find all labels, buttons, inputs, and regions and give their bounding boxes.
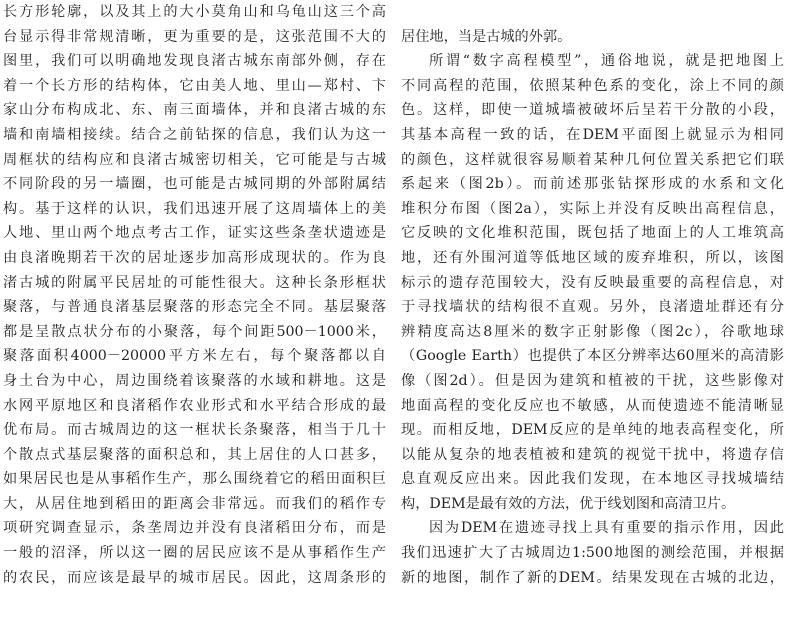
text-line: 渚古城的附属平民居址的可能性很大。这种长条形框状 — [3, 274, 386, 291]
text-line: 由良渚晚期若干次的居址逐步加高形成现状的。作为良 — [3, 249, 386, 266]
text-line: 辨精度高达8厘米的数字正射影像（图2c），谷歌地球 — [401, 323, 784, 340]
text-line: 聚落，与普通良渚基层聚落的形态完全不同。基层聚落 — [3, 299, 386, 316]
text-line: 其基本高程一致的话，在DEM平面图上就显示为相同 — [401, 126, 784, 143]
blank-line — [401, 0, 784, 25]
paragraph-end-line: 构，DEM是最有效的方法，优于线划图和高清卫片。 — [401, 495, 736, 512]
text-line: 都是呈散点状分布的小聚落，每个间距500－1000米， — [3, 323, 386, 340]
text-line: 大，从居住地到稻田的距离会非常远。而我们的稻作专 — [3, 495, 386, 512]
text-line: 地，还有外围河道等低地区域的废弃堆积，所以，该图 — [401, 249, 784, 266]
text-line: 息直观反应出来。因此我们发现，在本地区寻找城墙结 — [401, 471, 784, 488]
text-line: 现。而相反地，DEM反应的是单纯的地表高程变化，所 — [401, 422, 784, 439]
text-line: 周框状的结构应和良渚古城密切相关，它可能是与古城 — [3, 151, 386, 168]
paragraph-start-line: 因为DEM在遗迹寻找上具有重要的指示作用，因此 — [429, 520, 784, 537]
text-line: 不同阶段的另一墙圈，也可能是古城同期的外部附属结 — [3, 176, 386, 193]
text-line: 如果居民也是从事稻作生产，那么围绕着它的稻田面积巨 — [3, 471, 386, 488]
text-line: （Google Earth）也提供了本区分辨率达60厘米的高清影 — [401, 348, 784, 365]
paragraph-start-line: 所谓“数字高程模型”，通俗地说，就是把地图上 — [429, 53, 784, 70]
text-line: 以能从复杂的地表植被和建筑的视觉干扰中，将遗存信 — [401, 446, 784, 463]
text-line: 项研究调查显示，条垄周边并没有良渚稻田分布，而是 — [3, 520, 386, 537]
text-line: 长方形轮廓，以及其上的大小莫角山和乌龟山这三个高 — [3, 4, 386, 20]
text-line: 不同高程的范围，依照某种色系的变化，涂上不同的颜 — [401, 77, 784, 94]
text-line: 家山分布构成北、东、南三面墙体，并和良渚古城的东 — [3, 102, 386, 119]
text-line: 于寻找墙状的结构很不直观。另外，良渚遗址群还有分 — [401, 299, 784, 316]
text-line: 像（图2d）。但是因为建筑和植被的干扰，这些影像对 — [401, 372, 784, 389]
text-line: 优布局。而古城周边的这一框状长条聚落，相当于几十 — [3, 422, 386, 439]
text-line: 的颜色，这样就很容易顺着某种几何位置关系把它们联 — [401, 151, 784, 168]
text-line: 新的地图，制作了新的DEM。结果发现在古城的北边， — [401, 569, 784, 586]
text-line: 构。基于这样的认识，我们迅速开展了这周墙体上的美 — [3, 200, 386, 217]
text-line: 台显示得非常规清晰，更为重要的是，这张范围不大的 — [3, 28, 386, 45]
text-line: 图里，我们可以明确地发现良渚古城东南部外侧，存在 — [3, 53, 386, 70]
text-line: 居住地，当是古城的外郭。 — [401, 28, 572, 45]
text-line: 个散点式基层聚落的面积总和，其上居住的人口甚多， — [3, 446, 386, 463]
text-line: 的农民，而应该是最早的城市居民。因此，这周条形的 — [3, 569, 386, 586]
text-line: 墙和南墙相接续。结合之前钻探的信息，我们认为这一 — [3, 126, 386, 143]
text-line: 地面高程的变化反应也不敏感，从而使遗迹不能清晰显 — [401, 397, 784, 414]
text-line: 水网平原地区和良渚稻作农业形式和水平结合形成的最 — [3, 397, 386, 414]
text-line: 标示的遗存范围较大，没有反映最重要的高程信息，对 — [401, 274, 784, 291]
text-line: 色。这样，即使一道城墙被破坏后呈若干分散的小段， — [401, 102, 784, 119]
text-line: 一般的沼泽，所以这一圈的居民应该不是从事稻作生产 — [3, 545, 386, 562]
text-line: 身土台为中心，周边围绕着该聚落的水域和耕地。这是 — [3, 372, 386, 389]
text-line: 我们迅速扩大了古城周边1:500地图的测绘范围，并根据 — [401, 545, 784, 562]
text-line: 系起来（图2b）。而前述那张钻探形成的水系和文化 — [401, 176, 784, 193]
left-text-column — [3, 0, 386, 590]
text-line: 着一个长方形的结构体，它由美人地、里山—郑村、卞 — [3, 77, 386, 94]
text-line: 人地、里山两个地点考古工作，证实这些条垄状遗迹是 — [3, 225, 386, 242]
text-line: 它反映的文化堆积范围，既包括了地面上的人工堆筑高 — [401, 225, 784, 242]
text-line: 聚落面积4000－20000平方米左右，每个聚落都以自 — [3, 348, 386, 365]
right-text-column — [401, 0, 784, 590]
text-line: 堆积分布图（图2a），实际上并没有反映出高程信息， — [401, 200, 784, 217]
